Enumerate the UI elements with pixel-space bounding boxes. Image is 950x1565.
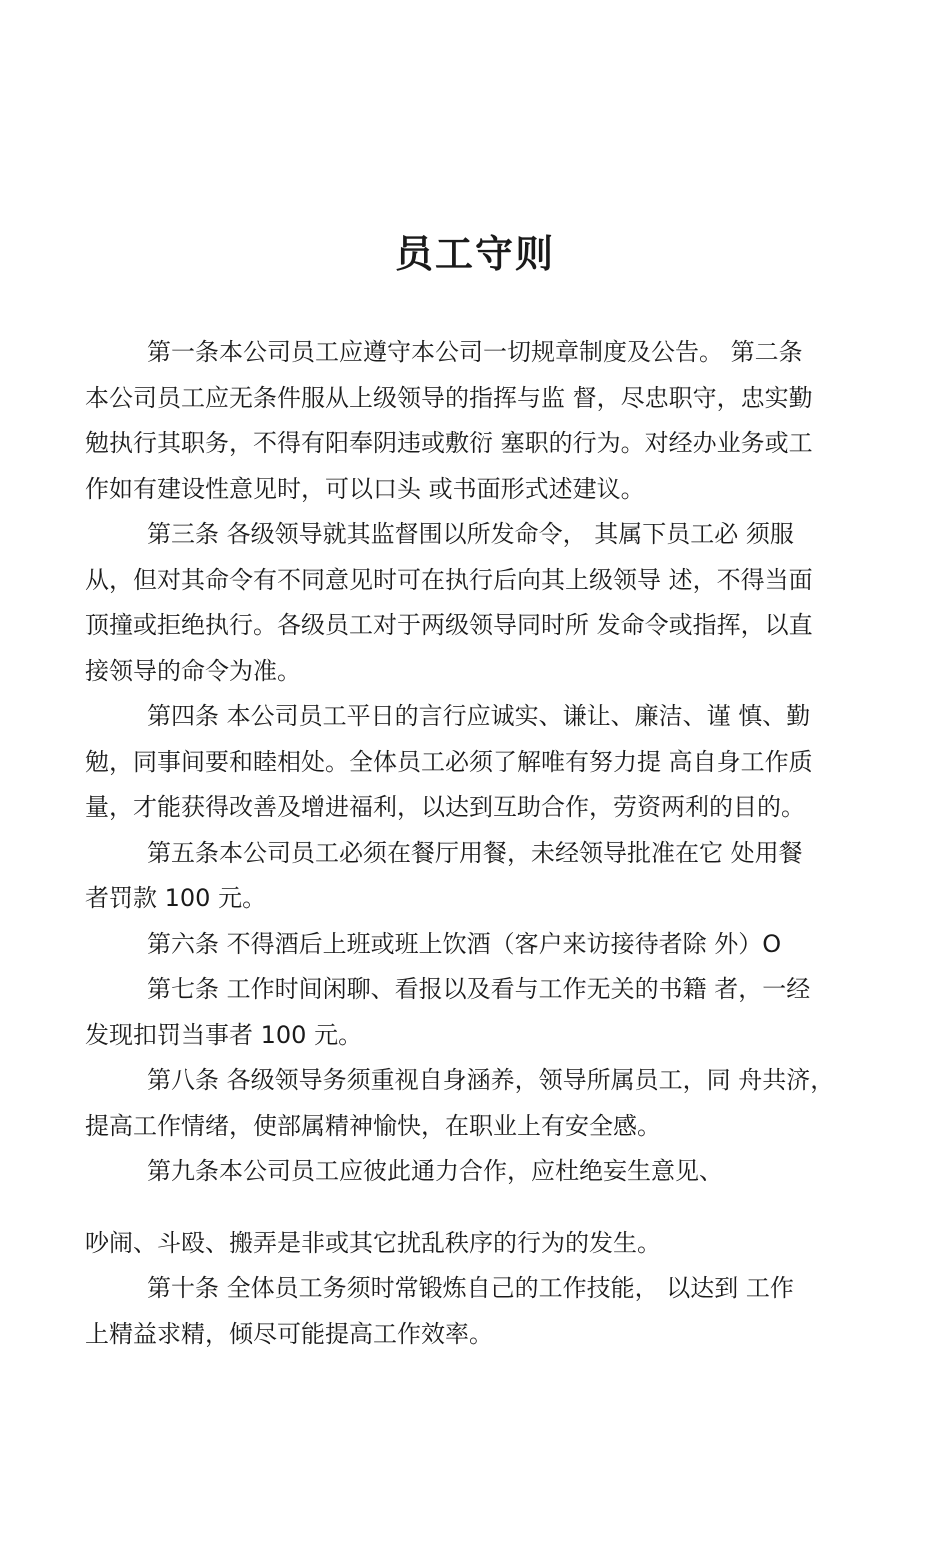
text-line: 接领导的命令为准。 xyxy=(85,656,301,685)
article-1 xyxy=(85,330,895,512)
article-5 xyxy=(85,831,895,922)
article-10 xyxy=(85,1266,895,1357)
page-title: 员工守则 xyxy=(394,232,555,276)
paragraph-gap xyxy=(85,1195,895,1221)
article-6 xyxy=(85,922,895,968)
text-line: 第五条本公司员工必须在餐厅用餐，未经领导批准在它 处用餐 xyxy=(147,838,803,867)
article-9 xyxy=(85,1149,895,1195)
text-line: 第八条 各级领导务须重视自身涵养，领导所属员工，同 舟共济， xyxy=(147,1066,835,1094)
text-line: 上精益求精，倾尽可能提高工作效率。 xyxy=(85,1319,493,1348)
text-line: 第九条本公司员工应彼此通力合作，应杜绝妄生意见、 xyxy=(147,1157,723,1185)
text-line: 者罚款 100 元。 xyxy=(85,884,267,912)
article-3 xyxy=(85,512,895,694)
text-line: 发现扣罚当事者 100 元。 xyxy=(85,1020,363,1049)
text-line: 吵闹、斗殴、搬弄是非或其它扰乱秩序的行为的发生。 xyxy=(85,1228,661,1257)
text-line: 顶撞或拒绝执行。各级员工对于两级领导同时所 发命令或指挥，以直 xyxy=(85,611,813,639)
text-line: 第三条 各级领导就其监督围以所发命令， 其属下员工必 须服 xyxy=(147,520,794,548)
text-line: 第一条本公司员工应遵守本公司一切规章制度及公告。 第二条 xyxy=(147,338,803,366)
text-line: 本公司员工应无条件服从上级领导的指挥与监 督，尽忠职守，忠实勤 xyxy=(85,383,813,412)
text-line: 从，但对其命令有不同意见时可在执行后向其上级领导 述，不得当面 xyxy=(85,565,813,594)
text-line: 作如有建设性意见时，可以口头 或书面形式述建议。 xyxy=(85,474,645,503)
text-line: 第十条 全体员工务须时常锻炼自己的工作技能， 以达到 工作 xyxy=(147,1274,794,1302)
article-9-continuation xyxy=(85,1221,895,1267)
text-line: 勉执行其职务，不得有阳奉阴违或敷衍 塞职的行为。对经办业务或工 xyxy=(85,429,813,457)
text-line: 提高工作情绪，使部属精神愉快，在职业上有安全感。 xyxy=(85,1111,661,1140)
article-7 xyxy=(85,967,895,1058)
text-line: 第七条 工作时间闲聊、看报以及看与工作无关的书籍 者，一经 xyxy=(147,975,811,1003)
text-line: 第四条 本公司员工平日的言行应诚实、谦让、廉洁、谨 慎、勤 xyxy=(147,702,811,730)
text-line: 第六条 不得酒后上班或班上饮酒（客户来访接待者除 外）O xyxy=(147,929,782,958)
article-4 xyxy=(85,694,895,831)
document-body xyxy=(85,330,895,1357)
text-line: 量，才能获得改善及增进福利，以达到互助合作，劳资两利的目的。 xyxy=(85,793,805,821)
text-line: 勉，同事间要和睦相处。全体员工必须了解唯有努力提 高自身工作质 xyxy=(85,747,813,776)
article-8 xyxy=(85,1058,895,1149)
